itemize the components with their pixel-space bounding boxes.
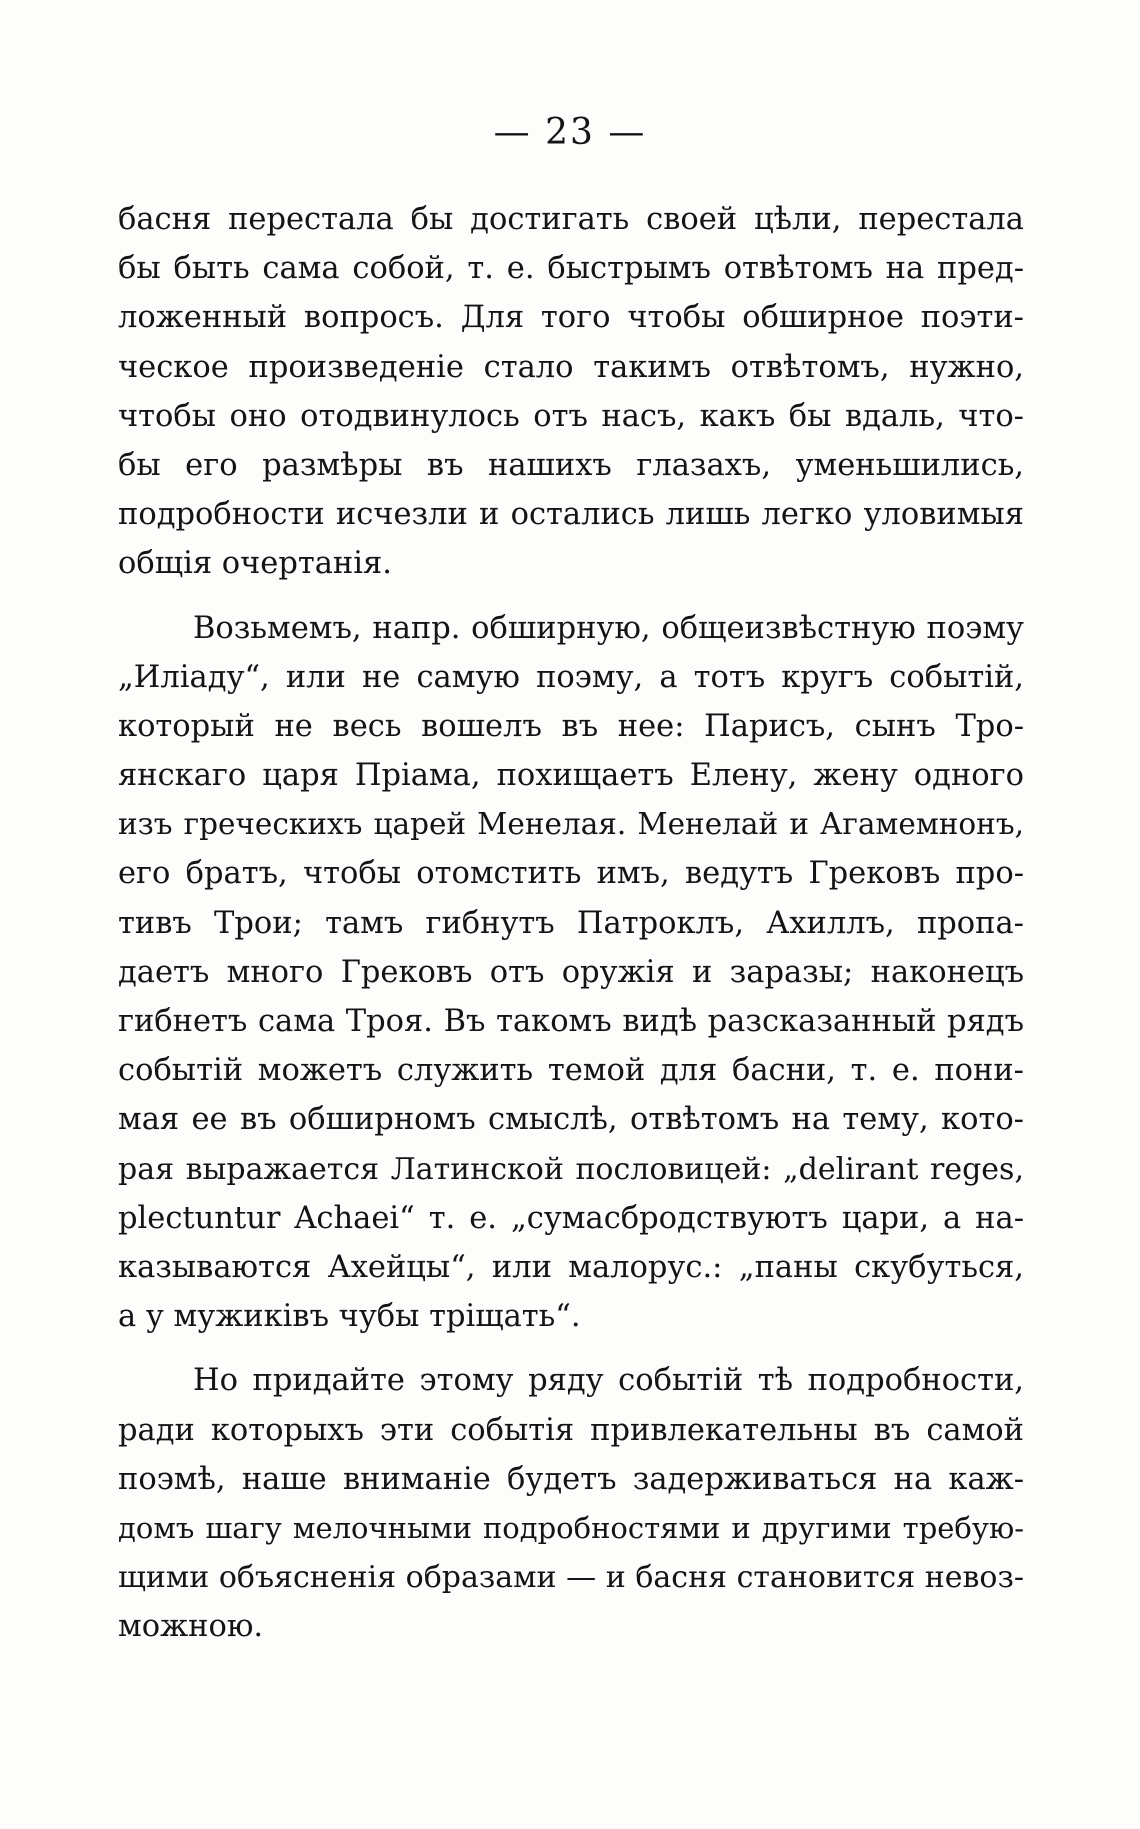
page-text — [118, 195, 1024, 1651]
page-number: — 23 — — [493, 112, 647, 153]
text-line: общія очертанія. — [118, 546, 392, 582]
text-line: plectuntur Achaei“ т. е. „сумасбродствуютъ цари, а на- — [118, 1200, 1024, 1236]
text-line: гибнетъ сама Троя. Въ такомъ видѣ разсказанный рядъ — [118, 1004, 1024, 1039]
text-line: ради которыхъ эти событія привлекательны въ самой — [118, 1412, 1024, 1448]
text-line: изъ греческихъ царей Менелая. Менелай и Агамемнонъ, — [118, 807, 1024, 842]
text-line: его братъ, чтобы отомстить имъ, ведутъ Грековъ про- — [118, 856, 1024, 892]
paragraph-3 — [118, 1356, 1024, 1651]
text-line: рая выражается Латинской пословицей: „delirant reges, — [118, 1151, 1024, 1187]
text-line: который не весь вошелъ въ нее: Парисъ, сынъ Тро- — [118, 708, 1024, 744]
paragraph-gap — [118, 1341, 1024, 1356]
text-line: янскаго царя Пріама, похищаетъ Елену, жену одного — [118, 758, 1024, 794]
text-line: Возьмемъ, напр. обширную, общеизвѣстную поэму — [193, 610, 1024, 646]
text-line: ческое произведеніе стало такимъ отвѣтомъ, нужно, — [118, 349, 1024, 385]
text-line: Но придайте этому ряду событій тѣ подробности, — [193, 1363, 1024, 1399]
text-line: казываются Ахейцы“, или малорус.: „паны скубуться, — [118, 1249, 1024, 1285]
text-line: чтобы оно отодвинулось отъ насъ, какъ бы вдаль, что- — [118, 398, 1024, 434]
text-line: мая ее въ обширномъ смыслѣ, отвѣтомъ на тему, кото- — [118, 1102, 1024, 1138]
text-line: щими объясненія образами — и басня становится невоз- — [118, 1560, 1024, 1596]
text-line: а у мужиківъ чубы тріщать“. — [118, 1299, 581, 1335]
text-line: поэмѣ, наше вниманіе будетъ задерживаться на каж- — [118, 1461, 1024, 1497]
text-line: ложенный вопросъ. Для того чтобы обширное поэти- — [118, 300, 1024, 336]
paragraph-1 — [118, 195, 1024, 589]
text-line: бы его размѣры въ нашихъ глазахъ, уменьшились, — [118, 447, 1024, 483]
text-line: событій можетъ служить темой для басни, т. е. пони- — [118, 1053, 1024, 1089]
text-line: басня перестала бы достигать своей цѣли, перестала — [118, 202, 1024, 237]
text-line: домъ шагу мелочными подробностями и другими требую- — [118, 1510, 1024, 1545]
text-line: тивъ Трои; тамъ гибнутъ Патроклъ, Ахиллъ, пропа- — [118, 905, 1024, 941]
text-line: „Иліаду“, или не самую поэму, а тотъ кругъ событій, — [118, 659, 1024, 695]
text-line: подробности исчезли и остались лишь легко уловимыя — [118, 497, 1024, 533]
text-line: можною. — [118, 1609, 264, 1645]
text-line: бы быть сама собой, т. е. быстрымъ отвѣтомъ на пред- — [118, 251, 1024, 287]
paragraph-2 — [118, 604, 1024, 1342]
text-line: даетъ много Грековъ отъ оружія и заразы; наконецъ — [118, 954, 1024, 990]
paragraph-gap — [118, 589, 1024, 604]
